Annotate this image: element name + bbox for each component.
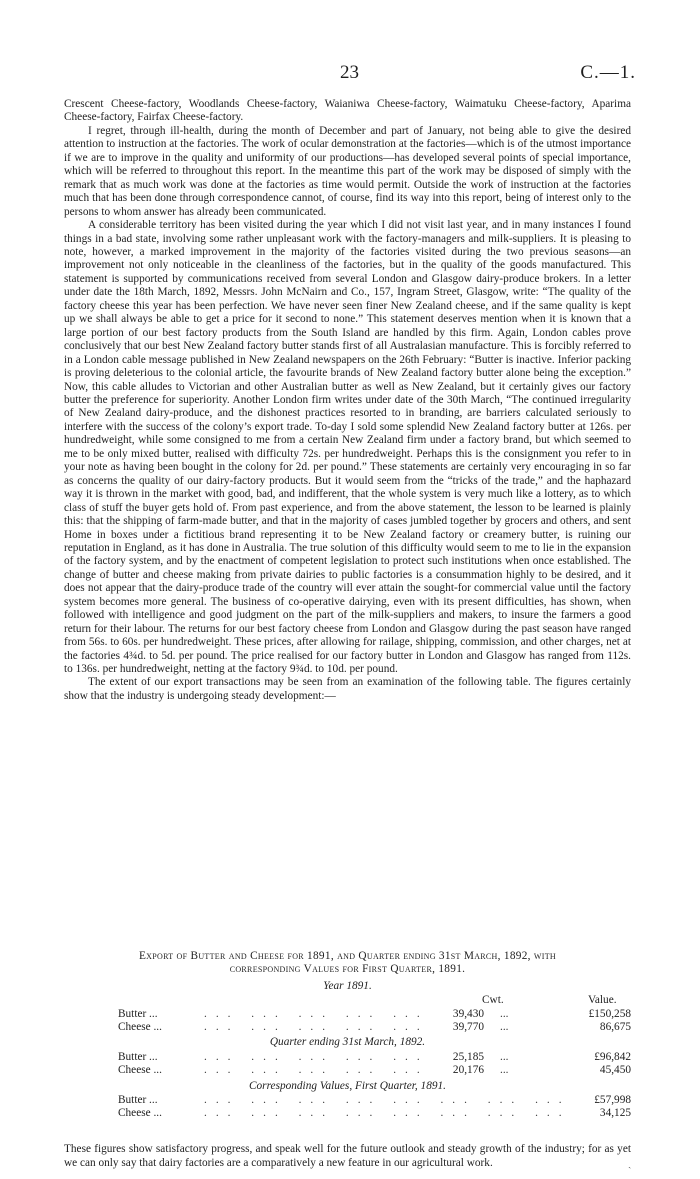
dot-leader: ... ... ... ... ... bbox=[204, 1021, 429, 1033]
page-number: 23 bbox=[340, 62, 359, 83]
table-section-first-quarter-1891 bbox=[64, 1080, 631, 1121]
row-value: £96,842 bbox=[594, 1050, 631, 1063]
dot-leader: ... ... ... ... ... bbox=[204, 1050, 429, 1063]
table-row bbox=[64, 1008, 631, 1021]
section-heading: Quarter ending 31st March, 1892. bbox=[269, 1036, 426, 1049]
table-title-line-2: corresponding Values for First Quarter, 1891. bbox=[229, 963, 466, 976]
section-heading: Corresponding Values, First Quarter, 1891. bbox=[249, 1079, 446, 1092]
body-text bbox=[64, 98, 631, 703]
dot-leader: ... ... ... ... ... ... ... ... bbox=[204, 1107, 571, 1120]
export-table bbox=[64, 950, 631, 1121]
table-title bbox=[64, 950, 631, 977]
row-cwt: 20,176 bbox=[452, 1064, 484, 1077]
table-section-year-1891 bbox=[64, 980, 631, 1035]
table-row bbox=[64, 1107, 631, 1120]
row-label: Cheese ... bbox=[118, 1021, 162, 1033]
table-row bbox=[64, 1021, 631, 1034]
table-row bbox=[64, 1094, 631, 1107]
dot-leader: ... bbox=[500, 1050, 509, 1063]
paragraph-factory-list: Crescent Cheese-factory, Woodlands Cheese-factory, Waianiwa Cheese-factory, Waimatuku Cheese-factory, Aparima Cheese-factory, Fairfax Cheese-factory. bbox=[64, 98, 631, 124]
row-value: 45,450 bbox=[599, 1064, 631, 1077]
row-cwt: 39,430 bbox=[452, 1007, 484, 1020]
dot-leader: ... bbox=[500, 1021, 509, 1033]
dot-leader: ... ... ... ... ... bbox=[204, 1064, 429, 1077]
table-row bbox=[64, 1051, 631, 1064]
paragraph-export-intro: The extent of our export transactions may be seen from an examination of the following table. The figures certainly show that the industry is undergoing steady development:— bbox=[64, 676, 631, 702]
dot-leader: ... ... ... ... ... bbox=[204, 1007, 429, 1020]
dot-leader: ... bbox=[500, 1007, 509, 1020]
document-reference: C.—1. bbox=[580, 62, 636, 83]
printer-mark: ˎ bbox=[628, 1158, 632, 1169]
row-label: Cheese ... bbox=[118, 1107, 162, 1120]
row-value: £57,998 bbox=[594, 1093, 631, 1106]
dot-leader: ... ... ... ... ... ... ... ... bbox=[204, 1093, 571, 1106]
section-heading: Year 1891. bbox=[323, 979, 372, 992]
row-value: £150,258 bbox=[588, 1007, 631, 1020]
table-title-line-1: Export of Butter and Cheese for 1891, and Quarter ending 31st March, 1892, with bbox=[138, 950, 557, 962]
row-label: Butter ... bbox=[118, 1093, 158, 1106]
row-cwt: 39,770 bbox=[452, 1021, 484, 1033]
row-value: 86,675 bbox=[599, 1021, 631, 1033]
closing-paragraph: These figures show satisfactory progress, and speak well for the future outlook and steady growth of the industry; for as yet we can only say that dairy factories are a comparatively a new feature in our agricultural work. bbox=[64, 1143, 631, 1169]
row-label: Butter ... bbox=[118, 1050, 158, 1063]
page-header bbox=[0, 62, 700, 90]
paragraph-ill-health: I regret, through ill-health, during the month of December and part of January, not being able to give the desired attention to instruction at the factories. The work of ocular demonstration at the factories—which is of the utmost importance if we are to improve in the quality and uniformity of our productions—has developed several points of special importance, which will be referred to throughout this report. In the meantime this part of the work may be disposed of simply with the remark that as much work was done at the factories as time would permit. Outside the work of instruction at the factories much that has been done through correspondence cannot, of course, find its way into this report, being of interest only to the persons to whom answer has already been communicated. bbox=[64, 124, 631, 218]
table-row bbox=[64, 1064, 631, 1077]
column-header-cwt: Cwt. bbox=[482, 994, 504, 1007]
paragraph-territory: A considerable territory has been visited during the year which I did not visit last year, and in many instances I found things in a bad state, involving some rather unpleasant work with the factory-managers and milk-suppliers. It is pleasing to note, however, a marked improvement in the majority of the factories visited during the two previous seasons—an improvement not only noticeable in the cleanliness of the factories, but in the quality of the goods manufactured. This statement is supported by communications received from several London and Glasgow dairy-produce brokers. In a letter under date the 18th March, 1892, Messrs. John McNairn and Co., 157, Ingram Street, Glasgow, write: “The quality of the factory cheese this year has been perfection. We have never seen finer New Zealand cheese, and if the same quality is kept up we shall always be able to get a price for it second to none.” This statement deserves mention when it is known that a large portion of our best factory products from the South Island are handled by this firm. Again, London cables prove conclusively that our best New Zealand factory butter stands first of all Australasian manufacture. This is forcibly referred to in a London cable message published in New Zealand newspapers on the 26th February: “Butter is inactive. Inferior packing is proving deleterious to the colonial article, the favourite brands of New Zealand factory butter alone being the exception.” Now, this cable alludes to Victorian and other Australian butter as well as New Zealand, but it certainly gives our factory butter the preference for superiority. Another London firm writes under date of the 30th March, “The continued irregularity of New Zealand dairy-produce, and the dishonest practices resorted to in branding, are barriers calculated seriously to interfere with the success of the colony’s export trade. To-day I sold some splendid New Zealand factory butter at 126s. per hundredweight, while some consigned to me from a certain New Zealand firm under a factory brand, but which seemed to me to be only mixed butter, realised with difficulty 72s. per hundredweight. Perhaps this is the consignment you refer to in your note as having been bought in the colony for 2d. per pound.” These statements are certainly very encouraging in so far as concerns the quality of our dairy-factory products. But it would seem from the “tricks of the trade,” and the haphazard way it is thrown in the market with good, bad, and indifferent, that the whole system is very much like a lottery, as to which class of stuff the buyer gets hold of. From past experience, and from the above statement, the lesson to be learned is plainly this: that the shipping of farm-made butter, and that in the majority of cases jumbled together by grocers and others, and sent Home in boxes under a fictitious brand representing it to be New Zealand factory or creamery butter, is ruining our reputation in England, as it has done in Australia. The true solution of this difficulty would seem to me to lie in the expansion of the factory system, and by the enactment of competent legislation to protect such institutions when once established. The change of butter and cheese making from private dairies to public factories is a consummation highly to be desired, and it does not appear that the dairy-produce trade of the country will ever attain the sought-for commercial value until the factory system becomes more general. The business of co-operative dairying, even with its present difficulties, has shown, when followed with intelligence and good judgment on the part of the milk-suppliers and makers, to insure the farmers a good return for their labour. The returns for our best factory cheese from London and Glasgow during the past season have ranged from 56s. to 60s. per hundredweight. These prices, after allowing for railage, shipping, commission, and other charges, net at the factories 4¾d. to 5d. per pound. The price realised for our factory butter in London and Glasgow has ranged from 112s. to 136s. per hundredweight, netting at the factory 9¾d. to 10d. per pound. bbox=[64, 219, 631, 676]
row-cwt: 25,185 bbox=[452, 1050, 484, 1063]
dot-leader: ... bbox=[500, 1064, 509, 1077]
column-header-value: Value. bbox=[588, 994, 617, 1007]
row-label: Butter ... bbox=[118, 1007, 158, 1020]
row-value: 34,125 bbox=[599, 1107, 631, 1120]
row-label: Cheese ... bbox=[118, 1064, 162, 1077]
column-headers bbox=[64, 994, 631, 1007]
table-section-quarter-1892 bbox=[64, 1036, 631, 1077]
